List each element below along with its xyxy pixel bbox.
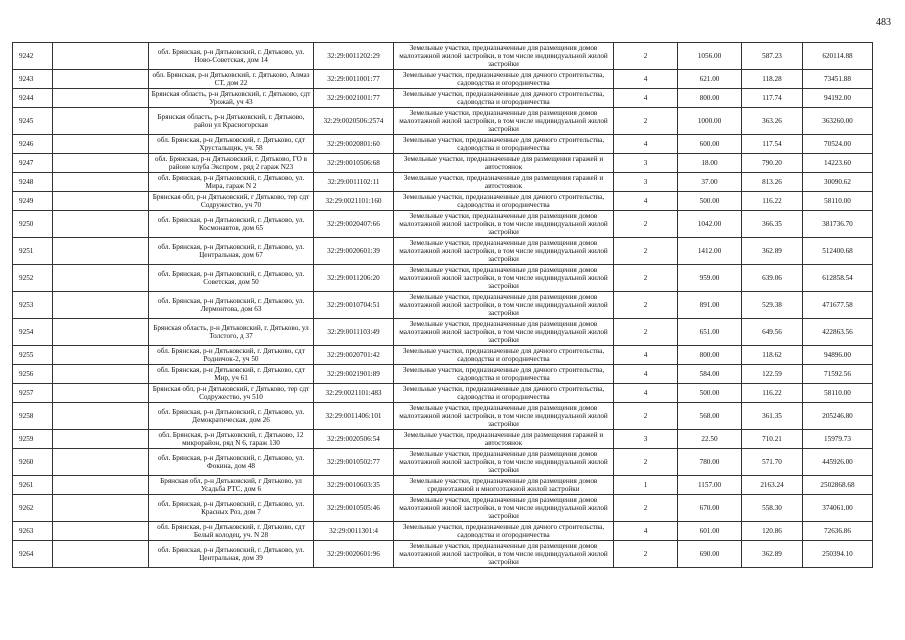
cadastral-value-cell: 422863.56 [803,319,873,346]
specific-value-cell: 362.89 [742,541,803,568]
group-cell: 2 [614,541,678,568]
group-cell: 2 [614,238,678,265]
area-cell: 670.00 [678,495,742,522]
table-row [13,292,873,319]
address-cell: Брянская область, р-н Дятьковский, г. Дятьково, сдт Урожай, уч 43 [149,89,314,108]
specific-value-cell: 639.06 [742,265,803,292]
table-row [13,541,873,568]
cadastral-number-cell: 32:29:0020407:66 [314,211,394,238]
cadastral-value-cell: 14223.60 [803,154,873,173]
address-cell: обл. Брянская, р-н Дятьковский, г. Дятьково, ул. Центральная, дом 39 [149,541,314,568]
cadastral-number-cell: 32:29:0010505:46 [314,495,394,522]
cadastral-value-cell: 58110.00 [803,192,873,211]
cadastral-value-cell: 72636.86 [803,522,873,541]
cadastral-number-cell: 32:29:0011406:101 [314,403,394,430]
specific-value-cell: 118.28 [742,70,803,89]
row-number: 9252 [13,265,53,292]
group-cell: 2 [614,43,678,70]
land-use-cell: Земельные участки, предназначенные для дачного строительства, садоводства и огородничества [394,522,614,541]
group-cell: 2 [614,265,678,292]
cadastral-number-cell: 32:29:0020701:42 [314,346,394,365]
blank-cell [53,346,149,365]
area-cell: 800.00 [678,346,742,365]
group-cell: 3 [614,430,678,449]
row-number: 9259 [13,430,53,449]
table-row [13,211,873,238]
blank-cell [53,430,149,449]
cadastral-number-cell: 32:29:0011202:29 [314,43,394,70]
page-number: 483 [876,17,891,28]
group-cell: 4 [614,522,678,541]
area-cell: 1157.00 [678,476,742,495]
group-cell: 4 [614,384,678,403]
area-cell: 1000.00 [678,108,742,135]
table-row [13,192,873,211]
table-row [13,476,873,495]
table-row [13,43,873,70]
cadastral-number-cell: 32:29:0020506:54 [314,430,394,449]
row-number: 9251 [13,238,53,265]
land-use-cell: Земельные участки, предназначенные для размещения домов малоэтажной жилой застройки, в том числе индивидуальной жилой застройки [394,495,614,522]
row-number: 9253 [13,292,53,319]
specific-value-cell: 587.23 [742,43,803,70]
specific-value-cell: 120.86 [742,522,803,541]
address-cell: обл. Брянская, р-н Дятьковский, г. Дятьково, Алмаз СТ, дом 22 [149,70,314,89]
table-row [13,108,873,135]
address-cell: Брянская обл, р-н Дятьковский, г Дятьково, тер сдт Содружество, уч 70 [149,192,314,211]
land-use-cell: Земельные участки, предназначенные для размещения домов малоэтажной жилой застройки, в том числе индивидуальной жилой застройки [394,541,614,568]
land-use-cell: Земельные участки, предназначенные для дачного строительства, садоводства и огородничества [394,365,614,384]
blank-cell [53,173,149,192]
row-number: 9257 [13,384,53,403]
row-number: 9243 [13,70,53,89]
land-use-cell: Земельные участки, предназначенные для дачного строительства, садоводства и огородничества [394,135,614,154]
cadastral-number-cell: 32:29:0020601:39 [314,238,394,265]
cadastral-value-cell: 205246.80 [803,403,873,430]
group-cell: 2 [614,319,678,346]
cadastral-value-table [12,42,873,568]
row-number: 9246 [13,135,53,154]
table-row [13,70,873,89]
address-cell: обл. Брянская, р-н Дятьковский, г. Дятьково, сдт Мир, уч 61 [149,365,314,384]
specific-value-cell: 116.22 [742,384,803,403]
blank-cell [53,70,149,89]
land-use-cell: Земельные участки, предназначенные для дачного строительства, садоводства и огородничества [394,346,614,365]
blank-cell [53,135,149,154]
table-row [13,265,873,292]
table-row [13,135,873,154]
row-number: 9245 [13,108,53,135]
table-row [13,319,873,346]
land-use-cell: Земельные участки, предназначенные для размещения гаражей и автостоянок [394,430,614,449]
specific-value-cell: 116.22 [742,192,803,211]
row-number: 9258 [13,403,53,430]
specific-value-cell: 122.59 [742,365,803,384]
cadastral-number-cell: 32:29:0010603:35 [314,476,394,495]
cadastral-number-cell: 32:29:0021901:89 [314,365,394,384]
table-row [13,384,873,403]
area-cell: 780.00 [678,449,742,476]
specific-value-cell: 117.74 [742,89,803,108]
address-cell: обл. Брянская, р-н Дятьковский, г. Дятьково, сдт Белый колодец, уч. N 28 [149,522,314,541]
group-cell: 1 [614,476,678,495]
area-cell: 1042.00 [678,211,742,238]
land-use-cell: Земельные участки, предназначенные для размещения гаражей и автостоянок [394,173,614,192]
area-cell: 601.00 [678,522,742,541]
cadastral-value-cell: 73451.88 [803,70,873,89]
address-cell: обл. Брянская, р-н Дятьковский, г. Дятьково, сдт Родничок-2, уч 50 [149,346,314,365]
cadastral-value-cell: 94192.00 [803,89,873,108]
cadastral-number-cell: 32:29:0011206:20 [314,265,394,292]
blank-cell [53,43,149,70]
blank-cell [53,319,149,346]
group-cell: 4 [614,346,678,365]
row-number: 9244 [13,89,53,108]
blank-cell [53,292,149,319]
address-cell: обл. Брянская, р-н Дятьковский, г. Дятьково, ул. Фокина, дом 48 [149,449,314,476]
group-cell: 2 [614,292,678,319]
cadastral-number-cell: 32:29:0011102:11 [314,173,394,192]
group-cell: 4 [614,70,678,89]
cadastral-value-cell: 445926.00 [803,449,873,476]
area-cell: 568.00 [678,403,742,430]
cadastral-number-cell: 32:29:0020801:60 [314,135,394,154]
table-row [13,346,873,365]
specific-value-cell: 363.26 [742,108,803,135]
cadastral-number-cell: 32:29:0021101:160 [314,192,394,211]
address-cell: обл. Брянская, р-н Дятьковский, г. Дятьково, ул. Космонавтов, дом 65 [149,211,314,238]
land-use-cell: Земельные участки, предназначенные для размещения домов малоэтажной жилой застройки, в том числе индивидуальной жилой застройки [394,211,614,238]
blank-cell [53,192,149,211]
blank-cell [53,154,149,173]
specific-value-cell: 529.38 [742,292,803,319]
row-number: 9263 [13,522,53,541]
table-row [13,430,873,449]
area-cell: 22.50 [678,430,742,449]
blank-cell [53,495,149,522]
table-row [13,154,873,173]
table-row [13,173,873,192]
row-number: 9264 [13,541,53,568]
row-number: 9254 [13,319,53,346]
cadastral-number-cell: 32:29:0011001:77 [314,70,394,89]
cadastral-value-cell: 94896.00 [803,346,873,365]
group-cell: 4 [614,89,678,108]
blank-cell [53,365,149,384]
blank-cell [53,522,149,541]
cadastral-value-cell: 620114.88 [803,43,873,70]
row-number: 9262 [13,495,53,522]
address-cell: Брянская обл, р-н Дятьковский, г Дятьково, ул Усадьба РТС, дом 6 [149,476,314,495]
blank-cell [53,541,149,568]
address-cell: Брянская область, р-н Дятьковский, г. Дятьково, ул Толстого, д 37 [149,319,314,346]
group-cell: 3 [614,173,678,192]
row-number: 9249 [13,192,53,211]
address-cell: обл. Брянская, р-н Дятьковский, г. Дятьково, ул. Мира, гараж N 2 [149,173,314,192]
land-use-cell: Земельные участки, предназначенные для размещения домов малоэтажной жилой застройки, в том числе индивидуальной жилой застройки [394,108,614,135]
specific-value-cell: 571.70 [742,449,803,476]
specific-value-cell: 117.54 [742,135,803,154]
table-row [13,495,873,522]
area-cell: 959.00 [678,265,742,292]
land-use-cell: Земельные участки, предназначенные для размещения домов малоэтажной жилой застройки, в том числе индивидуальной жилой застройки [394,319,614,346]
area-cell: 37.00 [678,173,742,192]
area-cell: 1056.00 [678,43,742,70]
area-cell: 500.00 [678,192,742,211]
land-use-cell: Земельные участки, предназначенные для размещения домов малоэтажной жилой застройки, в том числе индивидуальной жилой застройки [394,265,614,292]
address-cell: обл. Брянская, р-н Дятьковский, г. Дятьково, ГО в районе клуба Экспром , ряд 2 гараж N23 [149,154,314,173]
table-row [13,365,873,384]
land-use-cell: Земельные участки, предназначенные для размещения домов среднеэтажной и многоэтажной жилой застройки [394,476,614,495]
cadastral-value-cell: 71592.56 [803,365,873,384]
cadastral-value-cell: 363260.00 [803,108,873,135]
land-use-cell: Земельные участки, предназначенные для размещения домов малоэтажной жилой застройки, в том числе индивидуальной жилой застройки [394,403,614,430]
address-cell: обл. Брянская, р-н Дятьковский, г. Дятьково, ул. Центральная, дом 67 [149,238,314,265]
area-cell: 651.00 [678,319,742,346]
specific-value-cell: 790.20 [742,154,803,173]
specific-value-cell: 813.26 [742,173,803,192]
area-cell: 800.00 [678,89,742,108]
group-cell: 4 [614,192,678,211]
area-cell: 891.00 [678,292,742,319]
cadastral-number-cell: 32:29:0011301:4 [314,522,394,541]
cadastral-value-cell: 612858.54 [803,265,873,292]
row-number: 9250 [13,211,53,238]
table-row [13,238,873,265]
group-cell: 2 [614,211,678,238]
area-cell: 621.00 [678,70,742,89]
specific-value-cell: 2163.24 [742,476,803,495]
row-number: 9247 [13,154,53,173]
area-cell: 500.00 [678,384,742,403]
cadastral-number-cell: 32:29:0011103:49 [314,319,394,346]
blank-cell [53,89,149,108]
cadastral-value-cell: 70524.00 [803,135,873,154]
table-body [13,43,873,568]
cadastral-number-cell: 32:29:0021001:77 [314,89,394,108]
group-cell: 4 [614,365,678,384]
cadastral-number-cell: 32:29:0010502:77 [314,449,394,476]
specific-value-cell: 361.35 [742,403,803,430]
cadastral-value-cell: 58110.00 [803,384,873,403]
blank-cell [53,238,149,265]
cadastral-number-cell: 32:29:0010704:51 [314,292,394,319]
specific-value-cell: 118.62 [742,346,803,365]
cadastral-value-cell: 471677.58 [803,292,873,319]
blank-cell [53,108,149,135]
cadastral-value-cell: 30090.62 [803,173,873,192]
blank-cell [53,384,149,403]
land-use-cell: Земельные участки, предназначенные для размещения домов малоэтажной жилой застройки, в том числе индивидуальной жилой застройки [394,292,614,319]
row-number: 9255 [13,346,53,365]
cadastral-value-cell: 512400.68 [803,238,873,265]
cadastral-value-cell: 250394.10 [803,541,873,568]
address-cell: Брянская область, р-н Дятьковский, г. Дятьково, район ул Красногорская [149,108,314,135]
row-number: 9256 [13,365,53,384]
area-cell: 18.00 [678,154,742,173]
address-cell: обл. Брянская, р-н Дятьковский, г. Дятьково, сдт Хрустальщик, уч. 58 [149,135,314,154]
land-use-cell: Земельные участки, предназначенные для дачного строительства, садоводства и огородничества [394,89,614,108]
specific-value-cell: 558.30 [742,495,803,522]
area-cell: 690.00 [678,541,742,568]
address-cell: обл. Брянская, р-н Дятьковский, г. Дятьково, 12 микрорайон, ряд N 6, гараж 130 [149,430,314,449]
land-use-cell: Земельные участки, предназначенные для размещения домов малоэтажной жилой застройки, в том числе индивидуальной жилой застройки [394,238,614,265]
cadastral-number-cell: 32:29:0020601:96 [314,541,394,568]
address-cell: обл. Брянская, р-н Дятьковский, г. Дятьково, ул. Ново-Советская, дом 14 [149,43,314,70]
cadastral-value-cell: 15979.73 [803,430,873,449]
blank-cell [53,449,149,476]
specific-value-cell: 710.21 [742,430,803,449]
table-row [13,522,873,541]
cadastral-value-cell: 381736.70 [803,211,873,238]
group-cell: 2 [614,403,678,430]
area-cell: 1412.00 [678,238,742,265]
area-cell: 600.00 [678,135,742,154]
group-cell: 2 [614,495,678,522]
group-cell: 4 [614,135,678,154]
blank-cell [53,265,149,292]
group-cell: 2 [614,449,678,476]
group-cell: 3 [614,154,678,173]
address-cell: Брянская обл, р-н Дятьковский, г Дятьково, тер сдт Содружество, уч 510 [149,384,314,403]
land-use-cell: Земельные участки, предназначенные для размещения домов малоэтажной жилой застройки, в том числе индивидуальной жилой застройки [394,43,614,70]
cadastral-number-cell: 32:29:0010506:68 [314,154,394,173]
blank-cell [53,211,149,238]
address-cell: обл. Брянская, р-н Дятьковский, г. Дятьково, ул. Советская, дом 50 [149,265,314,292]
cadastral-value-cell: 374061.00 [803,495,873,522]
address-cell: обл. Брянская, р-н Дятьковский, г. Дятьково, ул. Красных Роз, дом 7 [149,495,314,522]
row-number: 9242 [13,43,53,70]
land-use-cell: Земельные участки, предназначенные для дачного строительства, садоводства и огородничества [394,384,614,403]
specific-value-cell: 649.56 [742,319,803,346]
group-cell: 2 [614,108,678,135]
blank-cell [53,403,149,430]
area-cell: 584.00 [678,365,742,384]
row-number: 9260 [13,449,53,476]
row-number: 9261 [13,476,53,495]
land-use-cell: Земельные участки, предназначенные для дачного строительства, садоводства и огородничества [394,192,614,211]
specific-value-cell: 366.35 [742,211,803,238]
land-use-cell: Земельные участки, предназначенные для дачного строительства, садоводства и огородничества [394,70,614,89]
table-row [13,449,873,476]
address-cell: обл. Брянская, р-н Дятьковский, г. Дятьково, ул. Демократическая, дом 26 [149,403,314,430]
cadastral-value-cell: 2502868.68 [803,476,873,495]
cadastral-number-cell: 32:29:0020506:2574 [314,108,394,135]
land-use-cell: Земельные участки, предназначенные для размещения гаражей и автостоянок [394,154,614,173]
address-cell: обл. Брянская, р-н Дятьковский, г. Дятьково, ул. Лермонтова, дом 63 [149,292,314,319]
cadastral-number-cell: 32:29:0021101:483 [314,384,394,403]
land-use-cell: Земельные участки, предназначенные для размещения домов малоэтажной жилой застройки, в том числе индивидуальной жилой застройки [394,449,614,476]
table-row [13,89,873,108]
table-row [13,403,873,430]
row-number: 9248 [13,173,53,192]
blank-cell [53,476,149,495]
specific-value-cell: 362.89 [742,238,803,265]
